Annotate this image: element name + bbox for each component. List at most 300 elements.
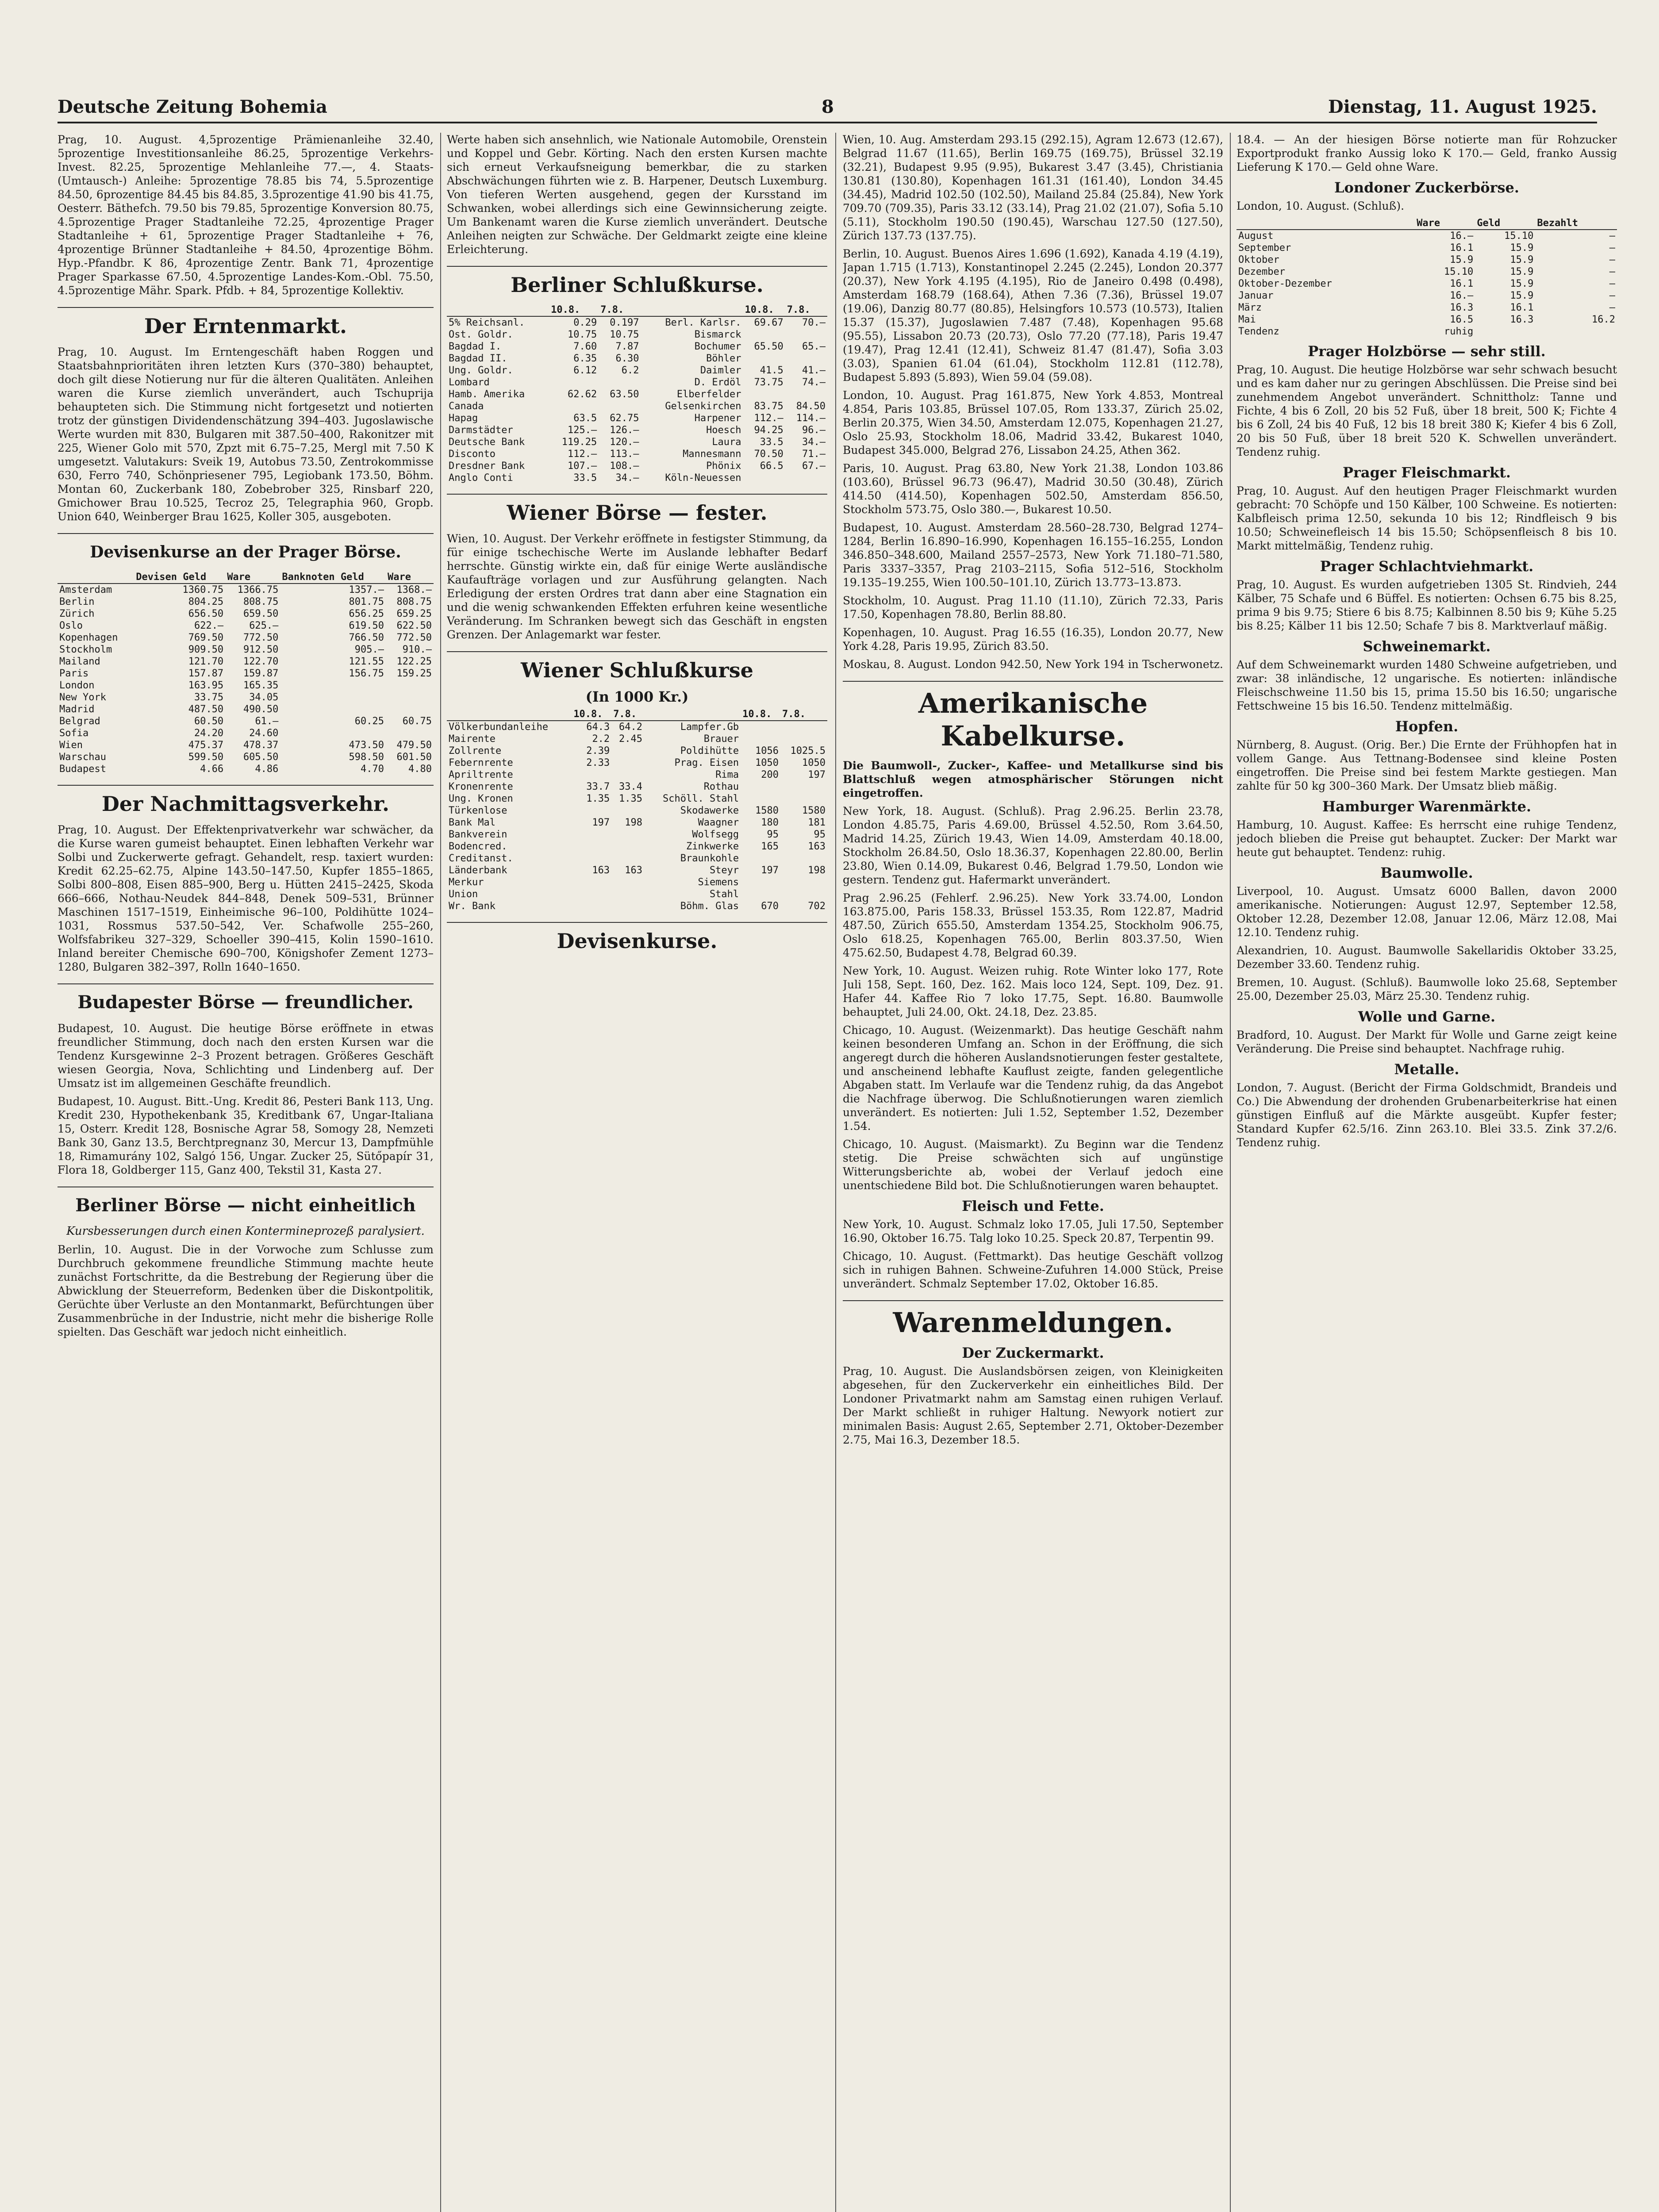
table-cell: Skodawerke xyxy=(680,805,739,816)
table-cell xyxy=(741,888,780,900)
table-row xyxy=(447,745,827,757)
table-row xyxy=(1237,230,1617,242)
table-cell: Anglo Conti xyxy=(449,472,513,484)
table-row xyxy=(1237,254,1617,266)
table-cell: 4.70 xyxy=(361,764,384,775)
article-wiener-boerse: Wien, 10. August. Der Verkehr eröffnete in festigster Stimmung, da für einige tschechische Werte im Auslande lebhafter Bedarf herrschte. Günstig wirkte ein, daß für einige Werte ausländische Kaufaufträge vorlagen und zur Ausführung gelangten. Nach Erledigung der ersten Ordres trat dann aber eine Stagnation ein und die wenig schwankenden Effekten erfuhren keine wesentliche Veränderung. Im Schranken bewegt sich das Geschäft in engsten Grenzen. Der Anlagemarkt war fester. xyxy=(447,532,827,641)
table-row xyxy=(58,596,434,608)
table-cell: — xyxy=(1609,278,1615,289)
table-row xyxy=(58,691,434,703)
table-cell: New York xyxy=(59,692,106,703)
table-row xyxy=(58,763,434,775)
table-cell: 7.87 xyxy=(615,341,639,352)
table-cell: Mannesmann xyxy=(683,449,741,460)
table-row xyxy=(1237,242,1617,254)
table-cell xyxy=(741,781,780,793)
table-cell: 41.— xyxy=(802,365,826,376)
table-cell: 622.— xyxy=(194,620,224,631)
table-cell: 165.35 xyxy=(243,680,279,691)
table-cell: 2.33 xyxy=(586,757,610,768)
article-schweinemarkt: Auf dem Schweinemarkt wurden 1480 Schweine aufgetrieben, und zwar: 38 inländische, 12 ungarische. Es notierten: inländische Fleischschweine 11.50 bis 15, prima 15.50 bis 16.50; ungarische Fettschweine 15 bis 16.50. Tendenz mittelmäßig. xyxy=(1237,658,1617,712)
table-header-cell xyxy=(447,708,572,721)
devisen-table xyxy=(58,571,434,775)
table-cell: 1368.— xyxy=(396,584,432,595)
section-subtitle: Kursbesserungen durch einen Kontermineprozeß paralysiert. xyxy=(66,1225,425,1238)
london-zucker-table xyxy=(1237,217,1617,338)
table-header-cell: 10.8. xyxy=(743,304,785,316)
table-cell: 165 xyxy=(761,841,779,852)
table-row xyxy=(447,365,827,376)
table-cell: 15.9 xyxy=(1510,290,1534,301)
column-divider xyxy=(1230,133,1231,2212)
table-cell: Mailand xyxy=(59,656,100,667)
table-cell: Canada xyxy=(449,401,484,412)
table-cell: Hamb. Amerika xyxy=(449,389,525,400)
table-cell: Poldihütte xyxy=(680,745,739,757)
table-header-cell: Ware xyxy=(225,571,280,584)
table-cell: Braunkohle xyxy=(680,853,739,864)
table-row xyxy=(447,353,827,365)
table-cell xyxy=(572,841,611,853)
table-row xyxy=(58,751,434,763)
table-cell: Warschau xyxy=(59,752,106,763)
table-cell: 63.5 xyxy=(573,413,597,424)
table-cell: Böhm. Glas xyxy=(680,901,739,912)
table-cell: 107.— xyxy=(568,461,597,472)
table-cell: 157.87 xyxy=(188,668,224,679)
table-cell: 64.2 xyxy=(619,722,643,733)
table-cell: 4.86 xyxy=(255,764,279,775)
table-cell: 15.9 xyxy=(1510,254,1534,265)
section-title: Prager Holzbörse — sehr still. xyxy=(1308,343,1546,360)
table-cell: — xyxy=(1609,230,1615,242)
table-cell: 64.3 xyxy=(586,722,610,733)
table-cell: Bank Mal xyxy=(449,817,495,828)
table-cell: Wolfsegg xyxy=(692,829,739,840)
table-cell: Ung. Goldr. xyxy=(449,365,513,376)
table-cell: 41.5 xyxy=(760,365,783,376)
table-cell: 34.— xyxy=(615,472,639,484)
header-rule xyxy=(58,122,1597,123)
article-prag-kabel: Prag 2.96.25 (Fehlerf. 2.96.25). New York 33.74.00, London 163.875.00, Paris 158.33, Brüssel 153.35, Rom 122.87, Madrid 487.50, Zürich 655.50, Amsterdam 1354.25, Stockholm 906.75, Oslo 618.25, Kopenhagen 765.00, Berlin 803.37.50, Wien 475.62.50, Budapest 4.78, Belgrad 60.39. xyxy=(843,891,1223,959)
table-row xyxy=(447,412,827,424)
table-cell xyxy=(611,853,644,864)
table-cell: Union xyxy=(449,889,478,900)
table-cell: Steyr xyxy=(709,865,739,876)
table-cell: 33.7 xyxy=(586,781,610,792)
table-cell: 34.05 xyxy=(249,692,279,703)
table-cell: 33.75 xyxy=(194,692,224,703)
table-cell: 1050 xyxy=(755,757,779,768)
table-cell: 15.9 xyxy=(1510,242,1534,253)
table-cell: Bochumer xyxy=(694,341,741,352)
table-cell: Laura xyxy=(712,437,741,448)
table-cell: Oslo xyxy=(59,620,83,631)
table-cell xyxy=(780,781,827,793)
table-header-cell: 10.8. xyxy=(549,304,599,316)
table-header-cell: Ware xyxy=(386,571,434,584)
table-row xyxy=(58,727,434,739)
table-row xyxy=(447,853,827,864)
table-row xyxy=(447,817,827,829)
table-cell xyxy=(611,769,644,781)
article-ernte: Prag, 10. August. Im Erntengeschäft haben Roggen und Staatsbahnprioritäten ihren letzten Kurs (370–380) behauptet, doch gilt diese Notierung nur für die älteren Qualitäten. Anleihen waren die Kurse ziemlich unverändert, auch Tschuprija behaupteten sich. Die Stimmung nicht fortgesetzt und notierten trotz der günstigen Dividendenschätzung 394–403. Jugoslawische Werte wurden mit 830, Bulgaren mit 387.50–400, Rakonitzer mit 225, Wiener Golo mit 570, Zpzt mit 6.75–7.25, Mergl mit 7.50 K umgesetzt. Valutakurs: Sveik 19, Autobus 73.50, Zentrokommisse 630, Ferro 740, Schönpriesener 795, Legiobank 173.50, Böhm. Montan 60, Zuckerbank 180, Zobebrober 325, Rinsbarf 220, Gmichower Brau 10.525, Tecroz 25, Telegraphia 960, Gropb. Union 640, Weinberger Brau 1625, Koller 305, ausgeboten. xyxy=(58,346,434,523)
table-row xyxy=(447,781,827,793)
table-cell: 490.50 xyxy=(243,704,279,715)
section-title: Prager Schlachtviehmarkt. xyxy=(1320,558,1534,575)
table-cell: 766.50 xyxy=(349,632,384,643)
table-cell: Bankverein xyxy=(449,829,507,840)
table-cell: 6.30 xyxy=(615,353,639,364)
section-title: Prager Fleischmarkt. xyxy=(1342,464,1511,481)
article-wien-devisen: Wien, 10. Aug. Amsterdam 293.15 (292.15), Agram 12.673 (12.67), Belgrad 11.67 (11.65), Berlin 169.75 (169.75), Brüssel 32.19 (32.21), Budapest 9.95 (9.95), Bukarest 3.47 (3.45), Christiania 130.81 (130.80), Kopenhagen 161.31 (161.40), London 34.45 (34.45), Madrid 102.50 (102.50), Mailand 25.84 (25.84), New York 709.70 (709.35), Paris 33.12 (33.14), Prag 21.02 (21.07), Sofia 5.10 (5.11), Stockholm 190.50 (190.45), Warschau 127.50 (127.50), Zürich 137.73 (137.75). xyxy=(843,133,1223,242)
table-row xyxy=(58,680,434,691)
table-cell: 16.1 xyxy=(1510,302,1534,313)
table-cell xyxy=(780,793,827,805)
table-cell: 1580 xyxy=(755,805,779,816)
table-cell: Oktober-Dezember xyxy=(1238,278,1332,289)
table-header-cell: Geld xyxy=(1475,217,1535,230)
table-row xyxy=(447,472,827,484)
table-cell: Madrid xyxy=(59,704,95,715)
table-cell: 6.35 xyxy=(573,353,597,364)
table-row xyxy=(58,739,434,751)
table-row xyxy=(1237,278,1617,290)
table-cell: 1.35 xyxy=(586,793,610,804)
table-cell xyxy=(741,853,780,864)
column-3 xyxy=(843,133,1223,2212)
table-cell: März xyxy=(1238,302,1262,313)
table-cell: 119.25 xyxy=(561,437,597,448)
table-cell: 1056 xyxy=(755,745,779,757)
table-cell: Zinkwerke xyxy=(686,841,739,852)
table-cell: 197 xyxy=(761,865,779,876)
table-header-cell: Ware xyxy=(1415,217,1475,230)
table-cell: Stahl xyxy=(709,889,739,900)
table-row xyxy=(447,733,827,745)
table-row xyxy=(447,316,827,329)
section-title: Londoner Zuckerbörse. xyxy=(1334,179,1520,196)
table-cell: 198 xyxy=(808,865,826,876)
table-row xyxy=(447,376,827,388)
table-cell: 0.29 xyxy=(573,317,597,328)
article-nachmittag: Prag, 10. August. Der Effektenprivatverkehr war schwächer, da die Kurse waren gumeist behauptet. Einen lebhaften Verkehr war Solbi und Zuckerwerte gefragt. Gehandelt, resp. taxiert wurden: Kredit 62.25–62.75, Alpine 143.50–147.50, Kupfer 1855–1865, Solbi 800–808, Eisen 885–900, Berg u. Hütten 2415–2425, Skoda 666–666, Nothau-Neudek 844–848, Denek 509–531, Brünner Maschinen 1517–1519, Einheimische 96–100, Poldihütte 1024–1031, Rossmus 537.50–542, Ver. Schafwolle 255–260, Wolfsfabrikeu 327–329, Schoeller 390–415, Kolin 1590–1610. Inland bereiter Chemische 690–700, Königshofer Zement 1273–1280, Bulgaren 382–397, Rolln 1640–1650. xyxy=(58,823,434,973)
article-bremen: Bremen, 10. August. (Schluß). Baumwolle loko 25.68, September 25.00, Dezember 25.03, März 25.30. Tendenz ruhig. xyxy=(1237,976,1617,1002)
table-cell xyxy=(780,721,827,733)
table-cell: 910.— xyxy=(402,644,432,655)
table-cell: Bagdad II. xyxy=(449,353,507,364)
table-cell xyxy=(572,888,611,900)
table-cell: August xyxy=(1238,230,1274,242)
table-cell: Oktober xyxy=(1238,254,1279,265)
table-cell xyxy=(1475,326,1535,338)
table-cell xyxy=(611,841,644,853)
table-header-cell xyxy=(58,571,134,584)
page-header xyxy=(58,77,1597,117)
table-cell: 619.50 xyxy=(349,620,384,631)
table-cell: 121.55 xyxy=(349,656,384,667)
article-hopfen: Nürnberg, 8. August. (Orig. Ber.) Die Ernte der Frühhopfen hat in vollem Gange. Aus Tettnang-Bodensee sind kleine Posten eingetroffen. Die Preise sind bei festem Markte gestiegen. Man zahlte für 50 kg 300–360 Mark. Der Umsatz blieb mäßig. xyxy=(1237,738,1617,792)
table-cell: 60.25 xyxy=(354,716,384,727)
table-cell: 65.— xyxy=(802,341,826,352)
table-cell: 62.75 xyxy=(610,413,639,424)
table-cell: 122.70 xyxy=(243,656,279,667)
table-row xyxy=(58,703,434,715)
table-cell: 60.75 xyxy=(402,716,432,727)
table-cell: Phönix xyxy=(706,461,741,472)
table-cell: Kronenrente xyxy=(449,781,513,792)
table-cell: Köln-Neuessen xyxy=(665,472,741,484)
table-row xyxy=(58,644,434,656)
article-schlachtvieh: Prag, 10. August. Es wurden aufgetrieben 1305 St. Rindvieh, 244 Kälber, 75 Schafe und 6 Büffel. Es notierten: Ochsen 6.75 bis 8.25, prima 9 bis 9.75; Stiere 6 bis 8.75; Kalbinnen 8.50 bis 9; Kühe 5.25 bis 8.25; Kälber 11 bis 12.50; Schafe 7 bis 8. Marktverlauf mäßig. xyxy=(1237,578,1617,632)
article-newyork-kabel: New York, 18. August. (Schluß). Prag 2.96.25. Berlin 23.78, London 4.85.75, Paris 4.69.00, Brüssel 4.52.50, Rom 3.64.50, Madrid 14.25, Zürich 19.43, Wien 14.09, Amsterdam 40.18.00, Stockholm 26.84.50, Oslo 18.36.37, Kopenhagen 22.80.00, Berlin 23.80, Wien 0.14.09, Bukarest 0.46, Belgrad 1.79.50, London wie gestern. Tendenz gut. Hafermarkt unverändert. xyxy=(843,805,1223,886)
table-cell: 2.2 xyxy=(592,733,610,745)
article-fleischmarkt: Prag, 10. August. Auf den heutigen Prager Fleischmarkt wurden gebracht: 70 Schöpfe und 150 Kälber, 100 Schweine. Es notierten: Kalbfleisch prima 12.50, sekunda 10 bis 12; Rindfleisch 9 bis 10.50; Schweinefleisch 14 bis 15.50; Schöpsenfleisch 8 bis 10. Markt mittelmäßig, Tendenz ruhig. xyxy=(1237,484,1617,552)
table-cell: 71.— xyxy=(802,449,826,460)
table-cell: 15.10 xyxy=(1444,266,1474,277)
table-cell: 61.— xyxy=(255,716,279,727)
table-header-cell: 7.8. xyxy=(611,708,644,721)
section-title: Amerikanische Kabelkurse. xyxy=(843,681,1223,753)
table-cell: Harpener xyxy=(694,413,741,424)
table-cell xyxy=(386,703,434,715)
table-cell: — xyxy=(1609,242,1615,253)
table-cell: — xyxy=(1609,302,1615,313)
newspaper-name: Deutsche Zeitung Bohemia xyxy=(58,96,327,117)
column-divider xyxy=(440,133,441,2212)
table-cell: 473.50 xyxy=(349,740,384,751)
table-cell: 2.39 xyxy=(586,745,610,757)
table-cell xyxy=(611,757,644,769)
table-cell: 113.— xyxy=(610,449,639,460)
table-cell: Lombard xyxy=(449,377,490,388)
table-cell: 34.— xyxy=(802,437,826,448)
table-cell: Kopenhagen xyxy=(59,632,118,643)
table-cell: — xyxy=(1609,254,1615,265)
table-row xyxy=(447,400,827,412)
table-cell: Creditanst. xyxy=(449,853,513,864)
table-cell: 73.75 xyxy=(754,377,783,388)
table-cell: 24.60 xyxy=(249,728,279,739)
article-chicago-mais: Chicago, 10. August. (Maismarkt). Zu Beginn war die Tendenz stetig. Die Preise schwächten sich auf ungünstige Witterungsberichte ab, wobei der Verlauf jedoch eine unentschiedene Bild bot. Die Schlußnotierungen waren behauptet. xyxy=(843,1138,1223,1192)
table-cell: Bismarck xyxy=(694,329,741,340)
table-cell: 605.50 xyxy=(243,752,279,763)
table-cell xyxy=(780,733,827,745)
table-cell: D. Erdöl xyxy=(694,377,741,388)
table-cell: 181 xyxy=(808,817,826,828)
column-2 xyxy=(447,133,827,2212)
table-row xyxy=(58,656,434,668)
table-cell xyxy=(280,691,386,703)
table-cell: Febernrente xyxy=(449,757,513,768)
column-divider xyxy=(835,133,836,2212)
section-title: Devisenkurse an der Prager Börse. xyxy=(58,533,434,565)
table-cell: 15.9 xyxy=(1510,266,1534,277)
table-cell xyxy=(549,376,599,388)
table-cell: 62.62 xyxy=(568,389,597,400)
table-cell: 656.25 xyxy=(349,608,384,619)
article-bradford: Bradford, 10. August. Der Markt für Wolle und Garne zeigt keine Veränderung. Die Preise sind behauptet. Nachfrage ruhig. xyxy=(1237,1029,1617,1055)
table-cell xyxy=(572,853,611,864)
table-cell: Dezember xyxy=(1238,266,1285,277)
table-cell xyxy=(785,472,827,484)
table-cell xyxy=(743,329,785,341)
table-cell: 84.50 xyxy=(796,401,826,412)
table-cell: 96.— xyxy=(802,425,826,436)
table-cell: Daimler xyxy=(700,365,741,376)
table-cell xyxy=(785,329,827,341)
table-cell: Hoesch xyxy=(706,425,741,436)
table-cell: 16.5 xyxy=(1450,314,1474,325)
section-title: Devisenkurse. xyxy=(447,922,827,954)
table-cell: 808.75 xyxy=(396,596,432,607)
table-cell: 702 xyxy=(808,901,826,912)
table-cell: 112.— xyxy=(754,413,783,424)
table-cell: 1050 xyxy=(802,757,826,768)
table-cell xyxy=(280,703,386,715)
table-cell: 95 xyxy=(767,829,779,840)
table-cell: 33.5 xyxy=(760,437,783,448)
table-cell: 159.25 xyxy=(396,668,432,679)
table-cell: 95 xyxy=(814,829,826,840)
table-cell: 126.— xyxy=(610,425,639,436)
table-cell: 16.1 xyxy=(1450,242,1474,253)
table-header-cell: 7.8. xyxy=(780,708,827,721)
table-cell: Zürich xyxy=(59,608,95,619)
column-4 xyxy=(1237,133,1617,2212)
table-cell: 625.— xyxy=(249,620,279,631)
table-cell: 16.1 xyxy=(1450,278,1474,289)
table-cell: 1.35 xyxy=(619,793,643,804)
table-cell xyxy=(599,376,641,388)
table-row xyxy=(447,769,827,781)
table-cell: 120.— xyxy=(610,437,639,448)
table-cell: 108.— xyxy=(610,461,639,472)
article-newyork-weizen: New York, 10. August. Weizen ruhig. Rote Winter loko 177, Rote Juli 158, Sept. 160, Dez. 162. Mais loco 124, Sept. 109, Dez. 91. Hafer 44. Kaffee Rio 7 loko 17.75, Sept. 16.80. Baumwolle behauptet, Juli 24.00, Okt. 24.18, Dez. 23.85. xyxy=(843,964,1223,1018)
table-cell: 772.50 xyxy=(243,632,279,643)
table-row xyxy=(447,757,827,769)
section-title: Der Zuckermarkt. xyxy=(962,1344,1104,1361)
table-cell: — xyxy=(1609,290,1615,301)
table-cell xyxy=(386,680,434,691)
section-title: Schweinemarkt. xyxy=(1363,638,1491,655)
table-cell xyxy=(572,829,611,841)
table-cell: 2.45 xyxy=(619,733,643,745)
table-cell: Darmstädter xyxy=(449,425,513,436)
section-title: Berliner Börse — nicht einheitlich xyxy=(58,1187,434,1218)
article-hamburg: Hamburg, 10. August. Kaffee: Es herrscht eine ruhige Tendenz, jedoch blieben die Preise gut behauptet. Zucker: Der Markt war heute gut behauptet. Tendenz: ruhig. xyxy=(1237,818,1617,859)
table-row xyxy=(447,460,827,472)
article-newyork-fette: New York, 10. August. Schmalz loko 17.05, Juli 17.50, September 16.90, Oktober 16.75. Talg loko 10.25. Speck 20.87, Terpentin 99. xyxy=(843,1218,1223,1244)
table-cell xyxy=(780,853,827,864)
table-cell xyxy=(741,876,780,888)
table-cell: 1357.— xyxy=(349,584,384,595)
article-budapest-2: Budapest, 10. August. Bitt.-Ung. Kredit 86, Pesteri Bank 113, Ung. Kredit 230, Hypothekenbank 35, Kreditbank 67, Ungar-Italiana 15, Osterr. Kredit 128, Bosnische Agrar 58, Somogy 28, Nemzeti Bank 30, Ganz 13.5, Berchtpregnanz 30, Mercur 13, Dampfmühle 18, Rimamurány 102, Salgó 156, Ungar. Zucker 25, Sütőpapír 31, Flora 18, Goldberger 115, Ganz 400, Tekstil 31, Kasta 27. xyxy=(58,1095,434,1176)
table-cell: Rothau xyxy=(703,781,739,792)
table-cell: 4.80 xyxy=(408,764,432,775)
table-cell: Sofia xyxy=(59,728,89,739)
table-cell: Gelsenkirchen xyxy=(665,401,741,412)
table-cell: Merkur xyxy=(449,877,484,888)
table-cell xyxy=(386,727,434,739)
article-alexandrien: Alexandrien, 10. August. Baumwolle Sakellaridis Oktober 33.25, Dezember 33.60. Tendenz ruhig. xyxy=(1237,944,1617,971)
table-cell xyxy=(785,353,827,365)
table-cell xyxy=(280,680,386,691)
table-header-cell: Devisen Geld xyxy=(134,571,225,584)
table-cell: 163 xyxy=(625,865,643,876)
table-header-cell xyxy=(641,304,743,316)
table-row xyxy=(58,608,434,620)
table-row xyxy=(447,900,827,912)
table-cell: Deutsche Bank xyxy=(449,437,525,448)
section-title: Berliner Schlußkurse. xyxy=(447,266,827,298)
table-cell: Dresdner Bank xyxy=(449,461,525,472)
table-row xyxy=(447,876,827,888)
table-cell xyxy=(611,745,644,757)
article-prager-anleihen: Prag, 10. August. 4,5prozentige Prämienanleihe 32.40, 5prozentige Investitionsanleihe 86.25, 5prozentige Verkehrs-Invest. 82.25, 5prozentige Mehlanleihe 77.—, 4. Staats- (Umtausch-) Anleihe: 5prozentige 78.85 bis 74, 5.5prozentige 84.50, 6prozentige 84.45 bis 84.85, 3.5prozentige 41.90 bis 41.75, Oesterr. Bäthefch. 79.50 bis 79.85, 5prozentige Konversion 80.75, 4.5prozentige Prager Stadtanleihe 72.25, 4prozentige Prager Stadtanleihe + 61, 5prozentige Prager Stadtanleihe + 76, 4prozentige Brünner Stadtanleihe + 84.50, 4prozentige Böhm. Hyp.-Pfandbr. K 86, 4prozentige Zentr. Bank 71, 4prozentige Prager Sparkasse 67.50, 4.5prozentige Landes-Kom.-Obl. 75.50, 4.5prozentige Mähr. Spark. Pfdb. + 84, 5prozentige Kollektiv. xyxy=(58,133,434,297)
table-header-cell: 10.8. xyxy=(572,708,611,721)
table-row xyxy=(447,721,827,733)
table-cell: 198 xyxy=(625,817,643,828)
article-moskau-devisen: Moskau, 8. August. London 942.50, New York 194 in Tscherwonetz. xyxy=(843,658,1223,671)
section-title: Budapester Börse — freundlicher. xyxy=(58,983,434,1015)
table-cell: Apriltrente xyxy=(449,769,513,780)
table-cell: Wien xyxy=(59,740,83,751)
table-cell: 163 xyxy=(808,841,826,852)
table-cell: 33.5 xyxy=(573,472,597,484)
table-cell xyxy=(572,900,611,912)
table-cell: 772.50 xyxy=(396,632,432,643)
table-cell: 16.2 xyxy=(1592,314,1615,325)
table-row xyxy=(447,864,827,876)
table-cell: 801.75 xyxy=(349,596,384,607)
table-row xyxy=(447,388,827,400)
table-cell: 163 xyxy=(592,865,610,876)
article-chicago-fette: Chicago, 10. August. (Fettmarkt). Das heutige Geschäft vollzog sich in ruhigen Bahnen. Schweine-Zufuhren 14.000 Stück, Preise unverändert. Schmalz September 17.02, Oktober 16.85. xyxy=(843,1250,1223,1290)
table-cell xyxy=(785,388,827,400)
table-cell: 163.95 xyxy=(188,680,224,691)
section-title: Wolle und Garne. xyxy=(1358,1008,1496,1025)
section-title: Wiener Börse — fester. xyxy=(447,494,827,526)
table-row xyxy=(1237,302,1617,314)
table-cell: 24.20 xyxy=(194,728,224,739)
table-cell: 912.50 xyxy=(243,644,279,655)
table-cell xyxy=(741,733,780,745)
table-cell: 67.— xyxy=(802,461,826,472)
table-cell xyxy=(743,472,785,484)
table-header-cell: 10.8. xyxy=(741,708,780,721)
table-cell: 15.9 xyxy=(1510,278,1534,289)
table-cell: 10.75 xyxy=(568,329,597,340)
article-paris-devisen: Paris, 10. August. Prag 63.80, New York 21.38, London 103.86 (103.60), Brüssel 96.73 (96.47), Madrid 30.50 (30.48), Zürich 414.50 (414.50), Kopenhagen 502.50, Amsterdam 856.50, Stockholm 573.75, Oslo 380.—, Bukarest 10.50. xyxy=(843,462,1223,516)
table-cell: 909.50 xyxy=(188,644,224,655)
article-london-zucker: London, 10. August. (Schluß). xyxy=(1237,200,1405,212)
table-cell: Siemens xyxy=(698,877,739,888)
table-cell: Türkenlose xyxy=(449,805,507,816)
table-row xyxy=(58,620,434,632)
table-cell xyxy=(572,805,611,817)
table-cell: 16.3 xyxy=(1450,302,1474,313)
table-cell xyxy=(611,900,644,912)
table-header-cell: 7.8. xyxy=(785,304,827,316)
table-cell: Prag. Eisen xyxy=(674,757,739,768)
table-cell: Böhler xyxy=(706,353,741,364)
section-title: Baumwolle. xyxy=(1380,864,1473,881)
table-row xyxy=(447,793,827,805)
table-cell xyxy=(780,888,827,900)
wiener-schlusskurse-table xyxy=(447,708,827,912)
table-cell: Länderbank xyxy=(449,865,507,876)
